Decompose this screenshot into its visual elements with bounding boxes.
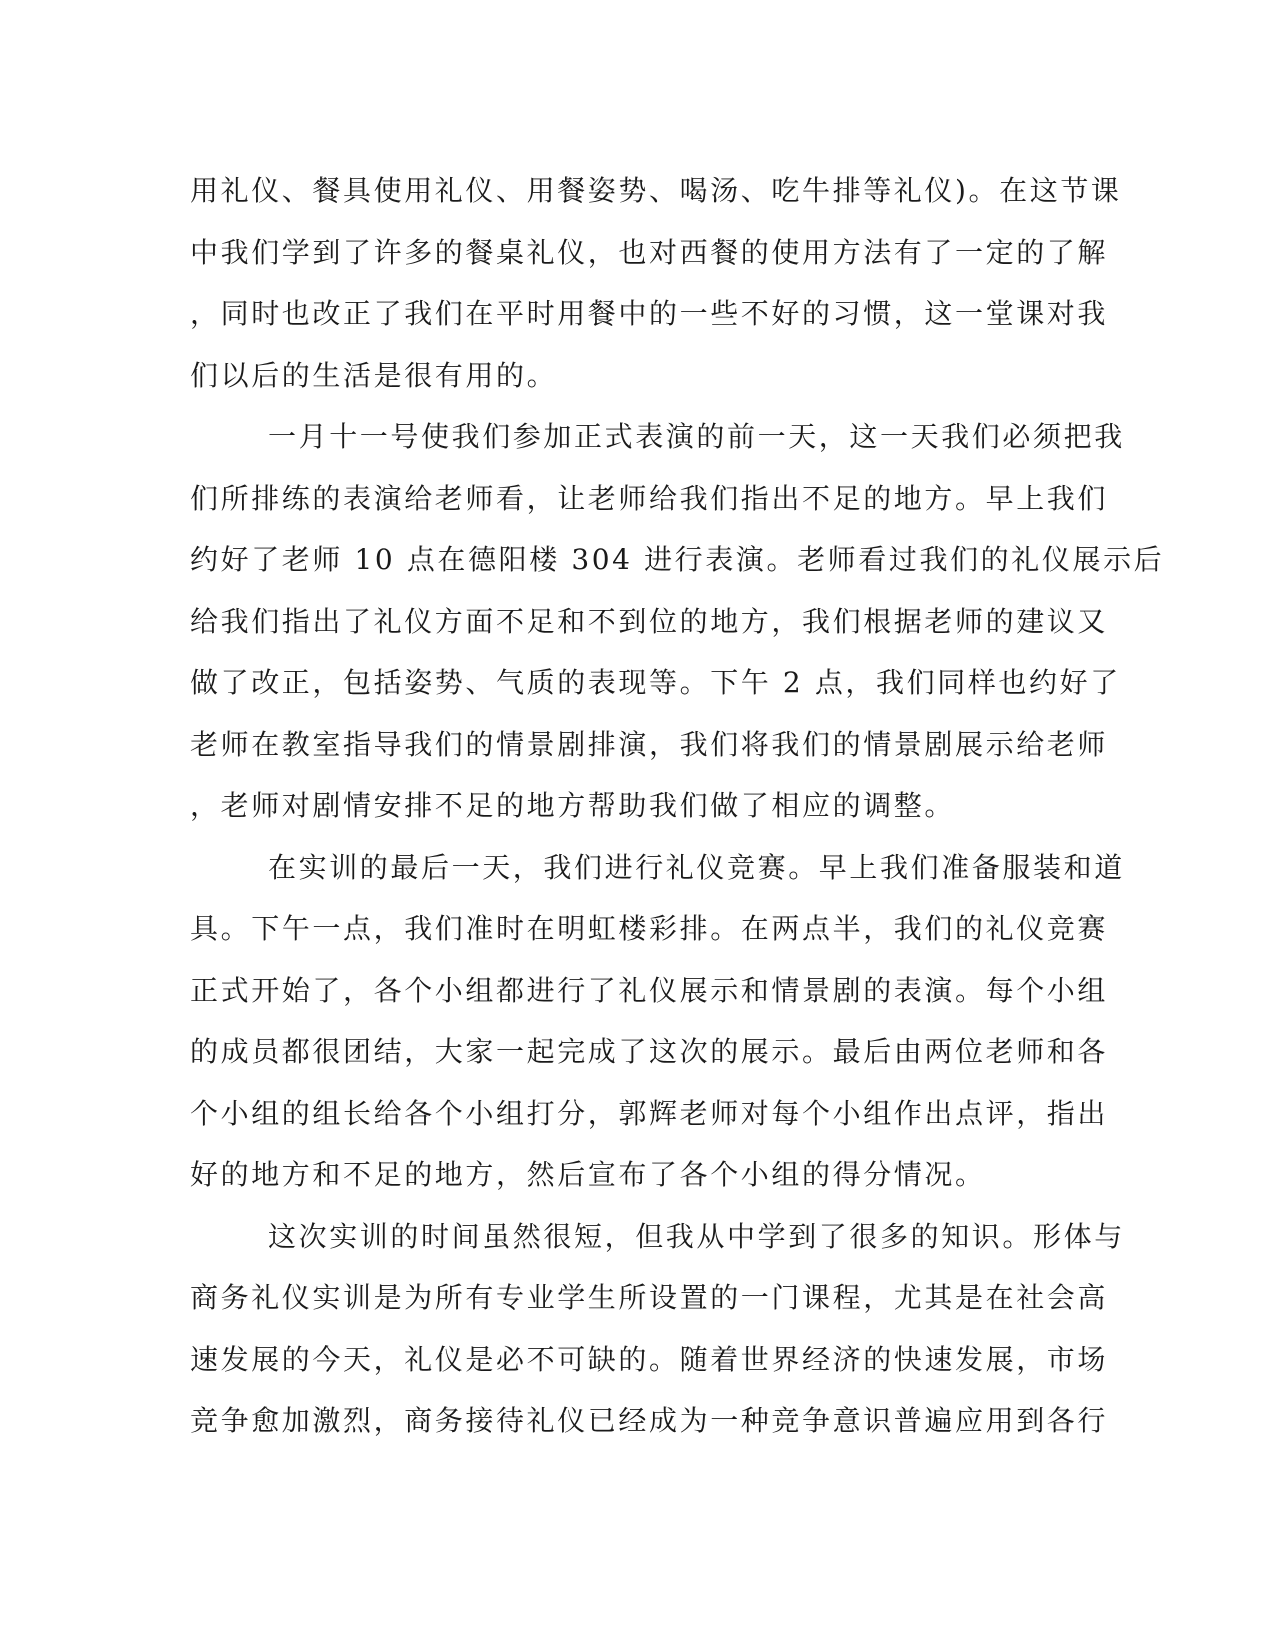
text-line: 用礼仪、餐具使用礼仪、用餐姿势、喝汤、吃牛排等礼仪)。在这节课 — [190, 174, 1122, 207]
text-line: 给我们指出了礼仪方面不足和不到位的地方，我们根据老师的建议又 — [190, 604, 1109, 638]
text-line: 这次实训的时间虽然很短，但我从中学到了很多的知识。形体与 — [268, 1219, 1125, 1253]
text-line: 中我们学到了许多的餐桌礼仪，也对西餐的使用方法有了一定的了解 — [190, 235, 1109, 269]
text-line: 在实训的最后一天，我们进行礼仪竞赛。早上我们准备服装和道 — [268, 850, 1125, 884]
text-line: 具。下午一点，我们准时在明虹楼彩排。在两点半，我们的礼仪竞赛 — [190, 912, 1109, 945]
text-line: 速发展的今天，礼仪是必不可缺的。随着世界经济的快速发展，市场 — [190, 1342, 1109, 1376]
text-line: 做了改正，包括姿势、气质的表现等。下午 2 点，我们同样也约好了 — [190, 666, 1121, 699]
text-line: 们所排练的表演给老师看，让老师给我们指出不足的地方。早上我们 — [190, 481, 1109, 515]
text-line: 的成员都很团结，大家一起完成了这次的展示。最后由两位老师和各 — [190, 1035, 1109, 1068]
text-line: 老师在教室指导我们的情景剧排演，我们将我们的情景剧展示给老师 — [190, 727, 1109, 761]
text-line: 正式开始了，各个小组都进行了礼仪展示和情景剧的表演。每个小组 — [190, 973, 1109, 1007]
paragraph-3 — [190, 837, 1125, 1206]
paragraph-1 — [190, 160, 1122, 406]
body-text — [190, 160, 1165, 1452]
text-line: 个小组的组长给各个小组打分，郭辉老师对每个小组作出点评，指出 — [190, 1096, 1109, 1130]
text-line: ，老师对剧情安排不足的地方帮助我们做了相应的调整。 — [190, 789, 956, 822]
text-line: 约好了老师 10 点在德阳楼 304 进行表演。老师看过我们的礼仪展示后 — [190, 543, 1165, 576]
text-line: 商务礼仪实训是为所有专业学生所设置的一门课程，尤其是在社会高 — [190, 1281, 1109, 1314]
text-line: ，同时也改正了我们在平时用餐中的一些不好的习惯，这一堂课对我 — [190, 297, 1109, 330]
text-line: 一月十一号使我们参加正式表演的前一天，这一天我们必须把我 — [268, 420, 1125, 453]
text-line: 们以后的生活是很有用的。 — [190, 358, 558, 392]
text-line: 好的地方和不足的地方，然后宣布了各个小组的得分情况。 — [190, 1158, 986, 1191]
paragraph-4 — [190, 1206, 1125, 1452]
paragraph-2 — [190, 406, 1165, 837]
text-line: 竞争愈加激烈，商务接待礼仪已经成为一种竞争意识普遍应用到各行 — [190, 1404, 1109, 1437]
